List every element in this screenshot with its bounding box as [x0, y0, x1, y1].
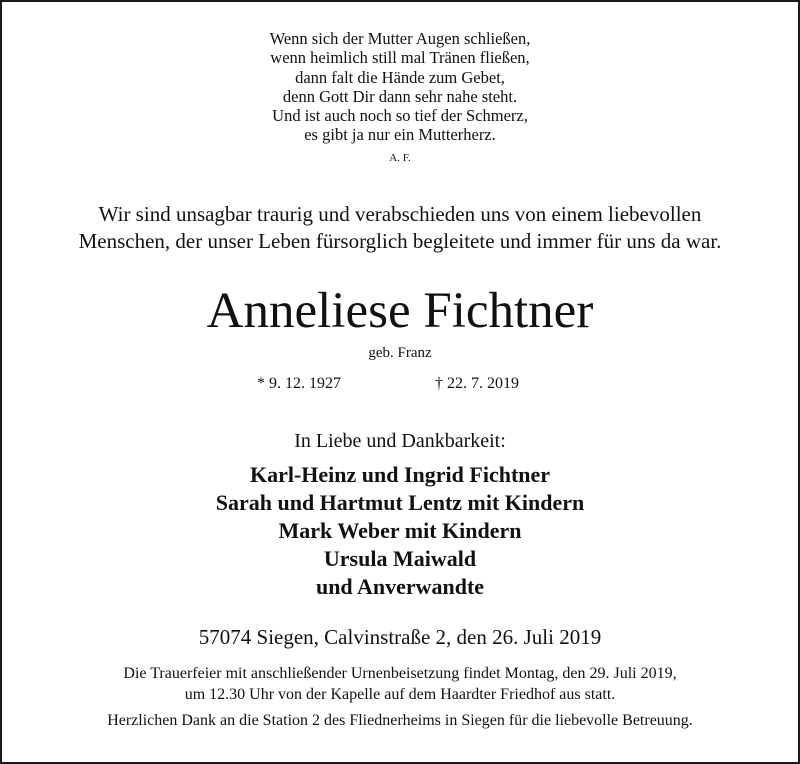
intro-text: [2, 201, 798, 255]
mourner-name: Mark Weber mit Kindern: [278, 518, 522, 543]
deceased-name: Anneliese Fichtner: [206, 283, 594, 339]
poem-line: es gibt ja nur ein Mutterherz.: [304, 125, 496, 145]
poem-line: wenn heimlich still mal Tränen fließen,: [270, 48, 530, 68]
mourner-name: Karl-Heinz und Ingrid Fichtner: [249, 462, 551, 487]
poem-line: Und ist auch noch so tief der Schmerz,: [272, 106, 528, 126]
ceremony-line: Die Trauerfeier mit anschließender Urnenbeisetzung findet Montag, den 29. Juli 2019,: [123, 665, 677, 682]
intro-line: Menschen, der unser Leben fürsorglich begleitete und immer für uns da war.: [78, 229, 722, 253]
birth-name: geb. Franz: [368, 345, 432, 361]
poem-line: dann falt die Hände zum Gebet,: [295, 67, 505, 87]
mourners-list: [2, 461, 798, 601]
poem-author: A. F.: [389, 152, 411, 164]
mourner-name: Sarah und Hartmut Lentz mit Kindern: [215, 490, 585, 515]
dedication: In Liebe und Dankbarkeit:: [294, 430, 506, 452]
death-date: † 22. 7. 2019: [435, 375, 519, 392]
poem-line: denn Gott Dir dann sehr nahe steht.: [282, 86, 518, 106]
ceremony-info: [2, 663, 798, 705]
mourner-name: Ursula Maiwald: [323, 546, 477, 571]
mourner-name: und Anverwandte: [315, 574, 485, 599]
place-and-date: 57074 Siegen, Calvinstraße 2, den 26. Juli 2019: [198, 625, 602, 649]
poem-line: Wenn sich der Mutter Augen schließen,: [269, 29, 531, 48]
poem: [2, 29, 798, 145]
ceremony-line: um 12.30 Uhr von der Kapelle auf dem Haardter Friedhof aus statt.: [184, 686, 616, 703]
intro-line: Wir sind unsagbar traurig und verabschieden uns von einem liebevollen: [98, 202, 702, 226]
birth-date: * 9. 12. 1927: [257, 375, 341, 392]
thanks-note: Herzlichen Dank an die Station 2 des Fliednerheims in Siegen für die liebevolle Betreuung.: [107, 712, 693, 729]
